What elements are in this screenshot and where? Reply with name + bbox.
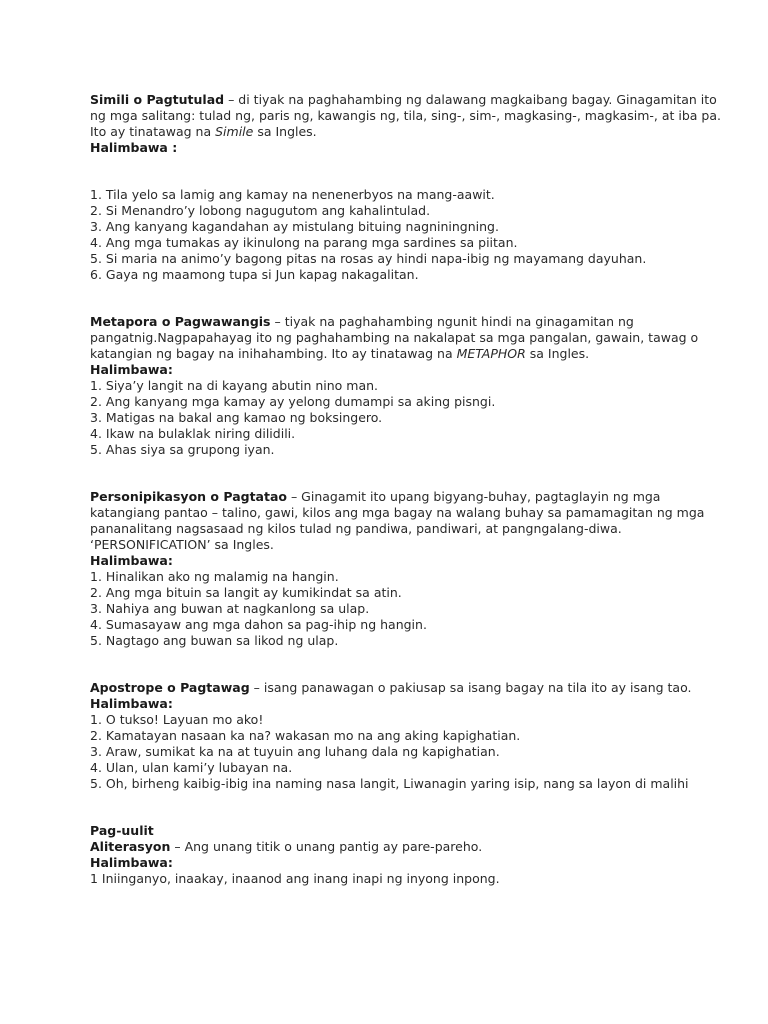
section-metapora — [90, 314, 730, 458]
section-personipikasyon — [90, 489, 730, 649]
list-item: 4. Ulan, ulan kami’y lubayan na. — [90, 760, 293, 775]
list-item: 5. Ahas siya sa grupong iyan. — [90, 442, 275, 457]
list-item: 5. Nagtago ang buwan sa likod ng ulap. — [90, 633, 339, 648]
simili-desc-a: – di tiyak na paghahambing ng dalawang magkaibang bagay. Ginagamitan ito ng mga salitang: tulad ng, paris ng, kawangis ng, tila, sing-, sim-, magkasing-, magkasim-, at iba pa. Ito ay tinatawag na — [90, 92, 721, 139]
list-item: 2. Ang kanyang mga kamay ay yelong dumampi sa aking pisngi. — [90, 394, 496, 409]
list-item: 1. Siya’y langit na di kayang abutin nino man. — [90, 378, 379, 393]
personipikasyon-examples-list — [90, 569, 730, 649]
simili-desc-em: Simile — [215, 124, 254, 139]
list-item: 1. Tila yelo sa lamig ang kamay na nenenerbyos na mang-aawit. — [90, 187, 495, 202]
simili-term: Simili o Pagtutulad — [90, 92, 225, 107]
apostrope-examples-label: Halimbawa: — [90, 696, 173, 711]
section-apostrope — [90, 680, 730, 792]
list-item: 1 Iniinganyo, inaakay, inaanod ang inang inapi ng inyong inpong. — [90, 871, 500, 886]
paguulit-heading: Pag-uulit — [90, 823, 154, 838]
simili-definition — [90, 92, 730, 140]
simili-desc-b: sa Ingles. — [253, 124, 317, 139]
apostrope-term: Apostrope o Pagtawag — [90, 680, 250, 695]
metapora-examples-list — [90, 378, 730, 458]
metapora-desc-em: METAPHOR — [456, 346, 526, 361]
personipikasyon-examples-label: Halimbawa: — [90, 553, 173, 568]
document-page — [90, 92, 730, 887]
list-item: 5. Si maria na animo’y bagong pitas na rosas ay hindi napa-ibig ng mayamang dayuhan. — [90, 251, 647, 266]
apostrope-definition — [90, 680, 730, 696]
apostrope-desc: – isang panawagan o pakiusap sa isang bagay na tila ito ay isang tao. — [249, 680, 692, 695]
aliterasyon-definition — [90, 839, 730, 855]
section-simili — [90, 92, 730, 283]
list-item: 3. Ang kanyang kagandahan ay mistulang bituing nagniningning. — [90, 219, 499, 234]
list-item: 5. Oh, birheng kaibig-ibig ina naming nasa langit, Liwanagin yaring isip, nang sa layon di malihi — [90, 776, 689, 791]
list-item: 2. Si Menandro’y lobong nagugutom ang kahalintulad. — [90, 203, 431, 218]
aliterasyon-desc: – Ang unang titik o unang pantig ay pare-pareho. — [170, 839, 483, 854]
list-item: 3. Araw, sumikat ka na at tuyuin ang luhang dala ng kapighatian. — [90, 744, 500, 759]
section-paguulit — [90, 823, 730, 887]
list-item: 2. Ang mga bituin sa langit ay kumikindat sa atin. — [90, 585, 402, 600]
list-item: 6. Gaya ng maamong tupa si Jun kapag nakagalitan. — [90, 267, 419, 282]
personipikasyon-desc: – Ginagamit ito upang bigyang-buhay, pagtaglayin ng mga katangiang pantao – talino, gawi, kilos ang mga bagay na walang buhay sa pamamagitan ng mga pananalitang nagsasaad ng kilos tulad ng pandiwa, pandiwari, at pangngalang-diwa. ‘PERSONIFICATION’ sa Ingles. — [90, 489, 705, 552]
simili-examples-list — [90, 187, 730, 283]
metapora-desc-a: – tiyak na paghahambing ngunit hindi na ginagamitan ng pangatnig.Nagpapahayag ito ng paghahambing na nakalapat sa mga pangalan, gawain, tawag o katangian ng bagay na inihahambing. Ito ay tinatawag na — [90, 314, 699, 361]
aliterasyon-term: Aliterasyon — [90, 839, 171, 854]
list-item: 4. Sumasayaw ang mga dahon sa pag-ihip ng hangin. — [90, 617, 427, 632]
apostrope-examples-list — [90, 712, 730, 792]
metapora-desc-b: sa Ingles. — [525, 346, 590, 361]
metapora-definition — [90, 314, 730, 362]
aliterasyon-examples-list — [90, 871, 730, 887]
list-item: 1. Hinalikan ako ng malamig na hangin. — [90, 569, 339, 584]
list-item: 1. O tukso! Layuan mo ako! — [90, 712, 264, 727]
metapora-examples-label: Halimbawa: — [90, 362, 173, 377]
metapora-term: Metapora o Pagwawangis — [90, 314, 271, 329]
list-item: 3. Matigas na bakal ang kamao ng boksingero. — [90, 410, 383, 425]
simili-examples-label: Halimbawa : — [90, 140, 178, 155]
personipikasyon-definition — [90, 489, 730, 553]
list-item: 3. Nahiya ang buwan at nagkanlong sa ulap. — [90, 601, 370, 616]
aliterasyon-examples-label: Halimbawa: — [90, 855, 173, 870]
list-item: 4. Ikaw na bulaklak niring dilidili. — [90, 426, 296, 441]
personipikasyon-term: Personipikasyon o Pagtatao — [90, 489, 287, 504]
list-item: 2. Kamatayan nasaan ka na? wakasan mo na ang aking kapighatian. — [90, 728, 521, 743]
list-item: 4. Ang mga tumakas ay ikinulong na parang mga sardines sa piitan. — [90, 235, 518, 250]
